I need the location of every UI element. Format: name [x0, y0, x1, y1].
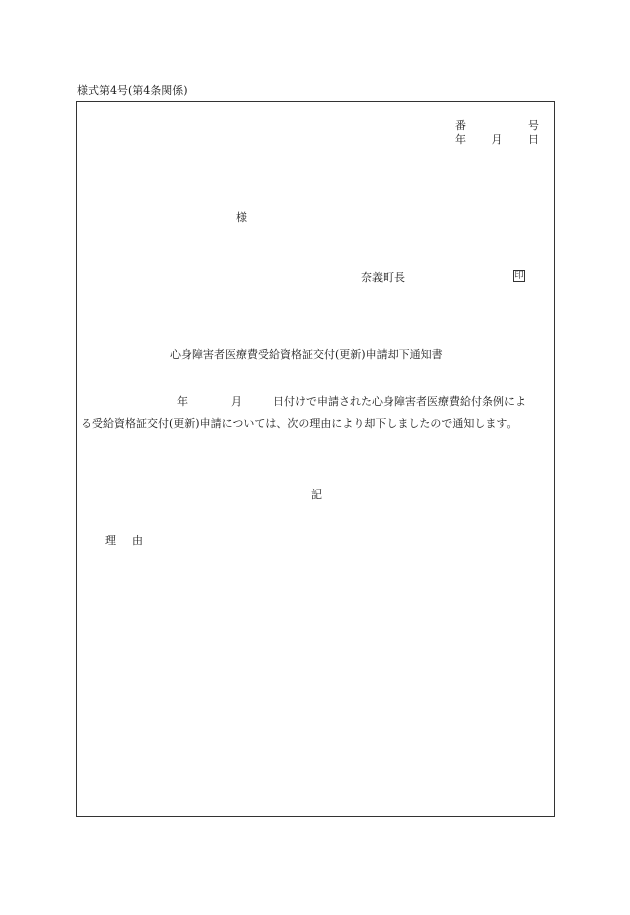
document-date-row	[455, 134, 539, 145]
reason-label: 理由	[105, 534, 159, 547]
date-month: 月	[491, 133, 503, 146]
body-line-1-text: 日付けで申請された心身障害者医療費給付条例によ	[273, 395, 526, 408]
body-month: 月	[231, 395, 242, 408]
document-frame	[76, 101, 555, 817]
body-line-2: る受給資格証交付(更新)申請については、次の理由により却下しましたので通知します。	[81, 417, 518, 430]
form-label: 様式第4号(第4条関係)	[77, 84, 188, 97]
date-day: 日	[528, 133, 539, 146]
date-year: 年	[455, 133, 466, 146]
number-suffix: 号	[528, 119, 539, 132]
sender: 奈義町長	[361, 271, 405, 284]
body-line-1	[177, 396, 549, 407]
body-year: 年	[177, 395, 188, 408]
ki-heading: 記	[311, 488, 322, 501]
addressee-suffix: 様	[236, 211, 247, 224]
document-number-row	[455, 120, 539, 131]
document-title: 心身障害者医療費受給資格証交付(更新)申請却下通知書	[170, 348, 443, 361]
number-label: 番	[455, 119, 466, 132]
seal-mark-icon: 印	[514, 270, 524, 281]
